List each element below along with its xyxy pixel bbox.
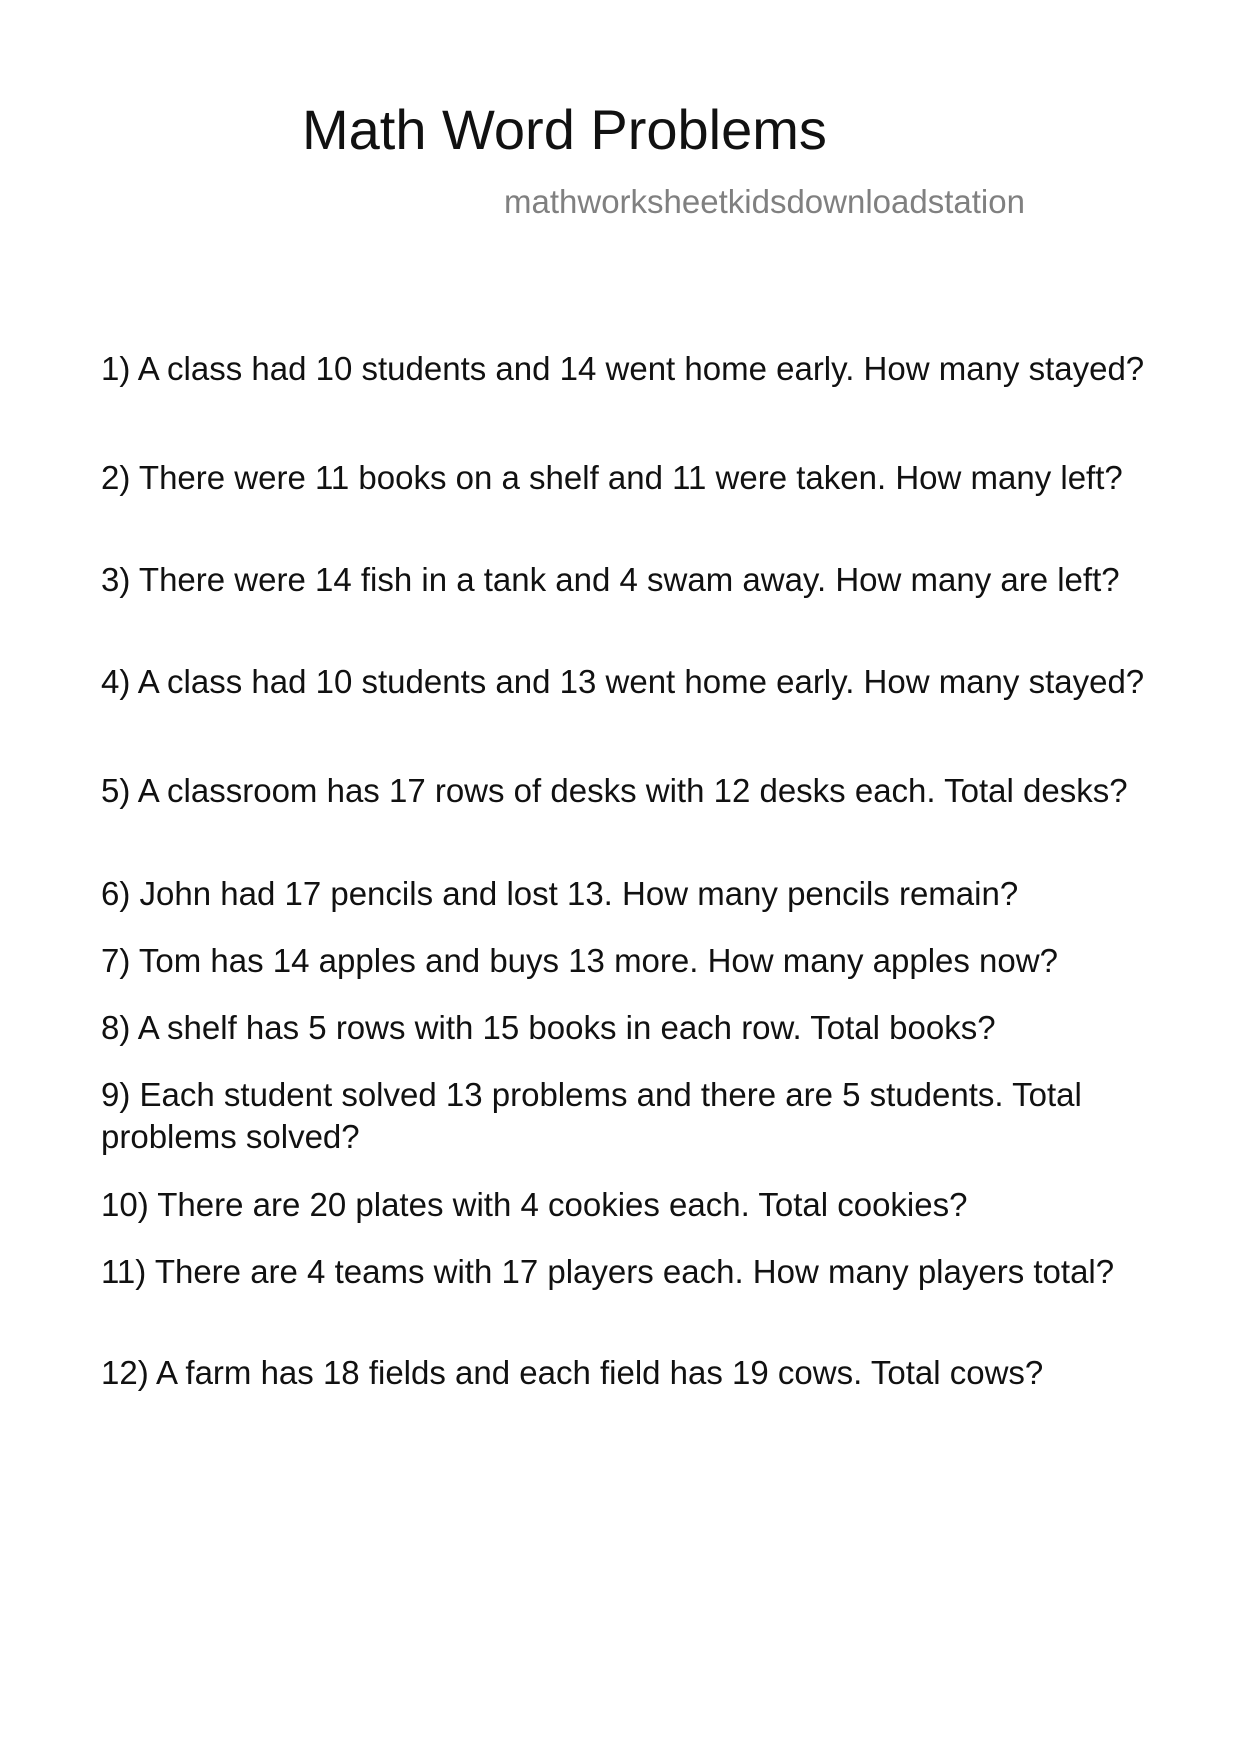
problem-3: 3) There were 14 fish in a tank and 4 swam away. How many are left? — [101, 561, 1120, 598]
page-title: Math Word Problems — [302, 98, 827, 161]
problem-4: 4) A class had 10 students and 13 went home early. How many stayed? — [101, 663, 1145, 700]
problem-11: 11) There are 4 teams with 17 players each. How many players total? — [101, 1253, 1115, 1290]
problem-7: 7) Tom has 14 apples and buys 13 more. How many apples now? — [101, 942, 1058, 979]
problem-12: 12) A farm has 18 fields and each field has 19 cows. Total cows? — [101, 1354, 1044, 1391]
problem-9: 9) Each student solved 13 problems and there are 5 students. Total problems solved? — [101, 1076, 1082, 1155]
problem-2: 2) There were 11 books on a shelf and 11 were taken. How many left? — [101, 459, 1123, 496]
problem-10: 10) There are 20 plates with 4 cookies each. Total cookies? — [101, 1186, 968, 1223]
problem-1: 1) A class had 10 students and 14 went home early. How many stayed? — [101, 350, 1145, 387]
problem-5: 5) A classroom has 17 rows of desks with 12 desks each. Total desks? — [101, 772, 1128, 809]
page-subtitle: mathworksheetkidsdownloadstation — [504, 183, 1025, 220]
problem-8: 8) A shelf has 5 rows with 15 books in each row. Total books? — [101, 1009, 996, 1046]
problem-6: 6) John had 17 pencils and lost 13. How many pencils remain? — [101, 875, 1019, 912]
